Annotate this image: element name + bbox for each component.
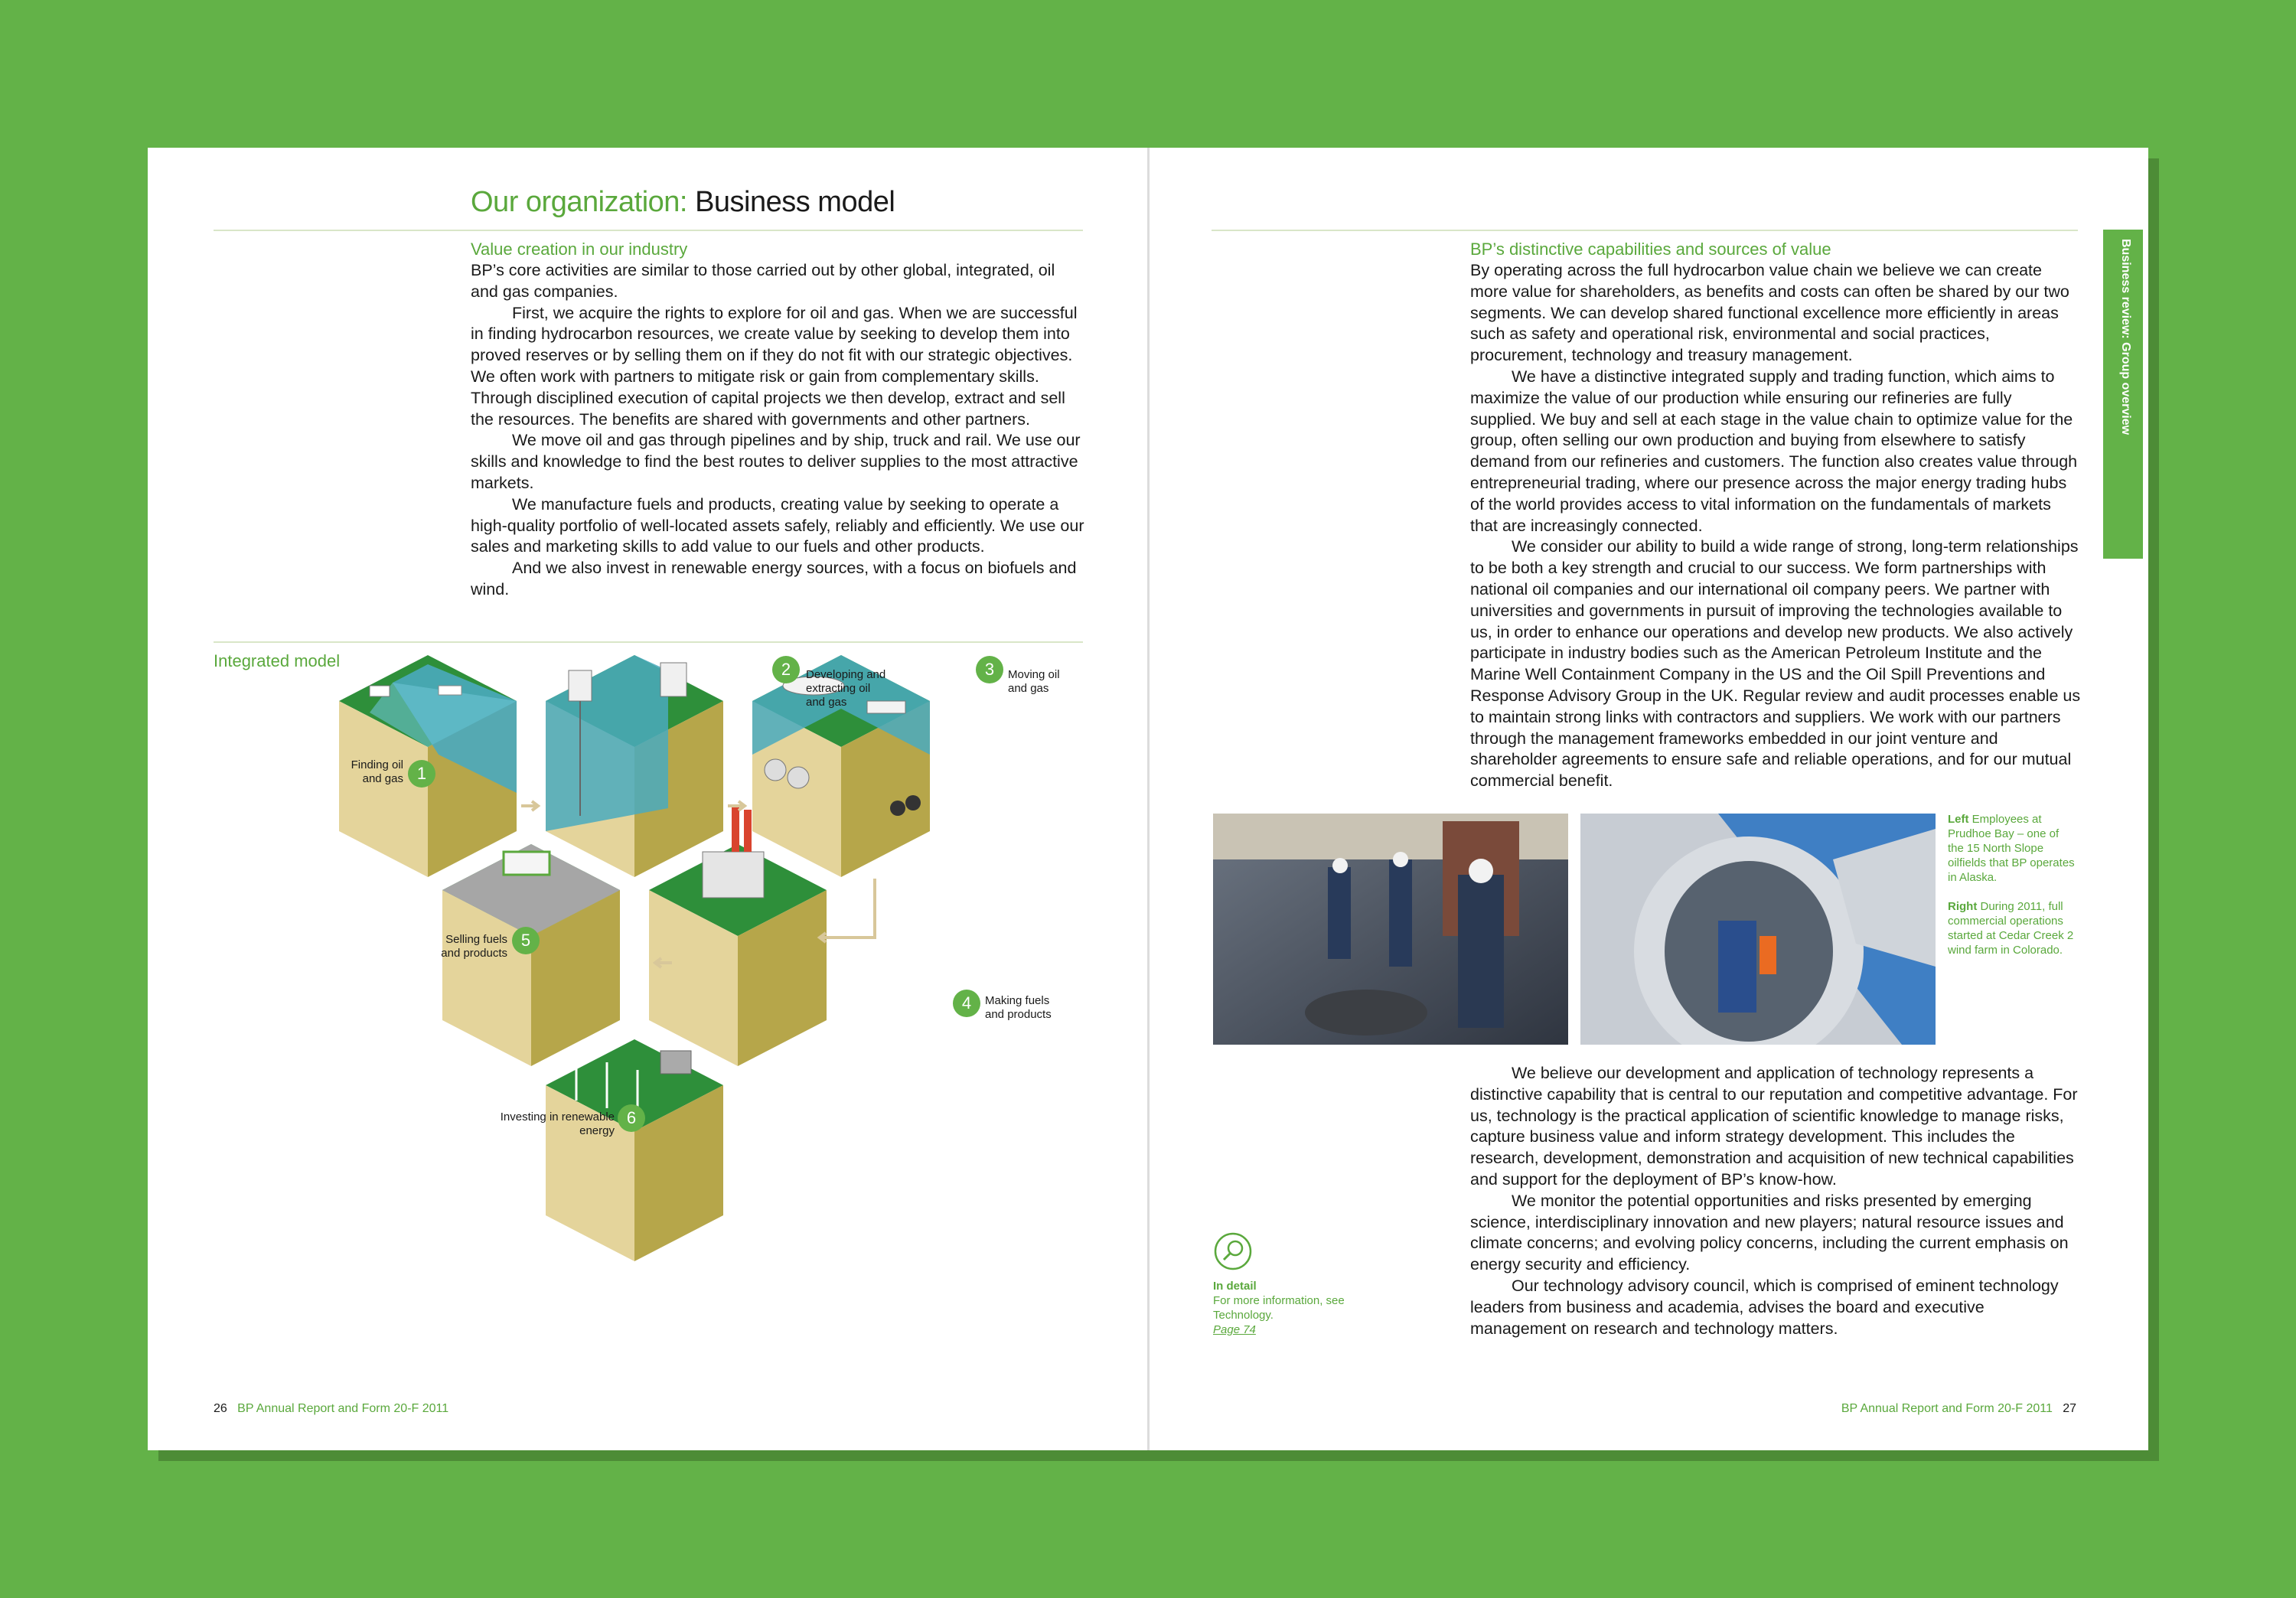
technology-text [1470, 1063, 2081, 1339]
in-detail-link[interactable]: Page 74 [1213, 1323, 1256, 1336]
caption-right-text: During 2011, full commercial operations started at Cedar Creek 2 wind farm in Colorado. [1948, 900, 2074, 957]
capabilities-heading: BP’s distinctive capabilities and sources of value [1470, 240, 1831, 259]
paragraph: Our technology advisory council, which is comprised of eminent technology leaders from business and academia, advises the board and executive management on research and technology matters. [1470, 1276, 2059, 1338]
value-creation-heading: Value creation in our industry [471, 240, 688, 259]
caption-left-text: Employees at Prudhoe Bay – one of the 15 North Slope oilfields that BP operates in Alaska. [1948, 813, 2075, 884]
left-footer [214, 1402, 448, 1416]
step-label-1: Finding oil and gas [351, 758, 403, 785]
caption-left-label: Left [1948, 813, 1969, 826]
page-number-left: 26 [214, 1402, 227, 1415]
step-badge-5: 5 [512, 927, 540, 954]
integrated-model-diagram [339, 653, 1089, 1410]
caption-right-photo [1948, 899, 2078, 957]
step-badge-6: 6 [618, 1104, 645, 1132]
magnifier-icon [1213, 1231, 1253, 1271]
capabilities-text [1470, 260, 2081, 792]
step-badge-2: 2 [772, 656, 800, 683]
footer-title-left: BP Annual Report and Form 20-F 2011 [237, 1402, 449, 1415]
page-title-main: Business model [695, 186, 895, 218]
footer-title-right: BP Annual Report and Form 20-F 2011 [1841, 1402, 2053, 1415]
step-label-4: Making fuels and products [985, 994, 1052, 1021]
photo-wind-turbine [1580, 814, 1936, 1045]
paragraph: BP’s core activities are similar to those carried out by other global, integrated, oil and gas companies. [471, 261, 1055, 301]
cube-renewables [546, 1039, 723, 1261]
paragraph: We monitor the potential opportunities and risks presented by emerging science, interdisciplinary innovation and new players; natural resource issues and climate concerns; and evolving policy concerns, including the current emphasis on energy security and efficiency. [1470, 1191, 2069, 1274]
paragraph: And we also invest in renewable energy sources, with a focus on biofuels and wind. [471, 559, 1077, 598]
paragraph: We move oil and gas through pipelines and by ship, truck and rail. We use our skills and knowledge to find the best routes to deliver supplies to the most attractive markets. [471, 431, 1081, 492]
in-detail-box [1213, 1279, 1358, 1337]
right-title-rule [1212, 230, 2078, 231]
page-title [471, 186, 895, 219]
paragraph: We have a distinctive integrated supply and trading function, which aims to maximize the value of our production while ensuring our refineries are fully supplied. We buy and sell at each stage in the value chain to optimize value for the group, often selling our own production and buying from elsewhere to satisfy demand from our refineries and customers. The function also creates value through entrepreneurial trading, where our presence across the major energy trading hubs of the world provides access to vital information on the fundamentals of markets that are increasingly connected. [1470, 367, 2078, 535]
section-rule [214, 641, 1083, 643]
paragraph: We manufacture fuels and products, creating value by seeking to operate a high-quality portfolio of well-located assets safely, reliably and efficiently. We use our sales and marketing skills to add value to our fuels and other products. [471, 494, 1084, 556]
step-label-6: Investing in renewable energy [500, 1110, 615, 1137]
page-gutter [1147, 148, 1150, 1450]
step-badge-4: 4 [953, 990, 980, 1017]
page-title-prefix: Our organization: [471, 186, 687, 218]
caption-left-photo [1948, 812, 2078, 885]
caption-right-label: Right [1948, 900, 1978, 913]
section-side-tab[interactable] [2103, 230, 2143, 559]
paragraph: We believe our development and application of technology represents a distinctive capability that is central to our reputation and competitive advantage. For us, technology is the practical application of scientific knowledge to manage risks, capture business value and inform strategy development. This includes the research, development, demonstration and acquisition of new technical capabilities and support for the deployment of BP’s know-how. [1470, 1064, 2078, 1189]
integrated-model-heading: Integrated model [214, 651, 341, 670]
step-badge-3: 3 [976, 656, 1003, 683]
step-label-3: Moving oil and gas [1008, 668, 1060, 695]
photo-prudhoe-bay [1213, 814, 1568, 1045]
title-rule [214, 230, 1083, 231]
paragraph: First, we acquire the rights to explore for oil and gas. When we are successful in finding hydrocarbon resources, we create value by seeking to develop them into proved reserves or by selling them on if they do not fit with our strategic objectives. We often work with partners to mitigate risk or gain from complementary skills. Through disciplined execution of capital projects we then develop, extract and sell the resources. The benefits are shared with governments and other partners. [471, 303, 1078, 429]
in-detail-heading: In detail [1213, 1280, 1257, 1293]
right-footer [1839, 1402, 2076, 1416]
step-label-5: Selling fuels and products [441, 933, 507, 960]
cube-developing [546, 655, 723, 877]
step-label-2: Developing and extracting oil and gas [806, 668, 886, 709]
report-spread [148, 148, 2148, 1450]
paragraph: By operating across the full hydrocarbon value chain we believe we can create more value for shareholders, as benefits and costs can often be shared by our two segments. We can develop shared functional excellence more efficiently in areas such as safety and operational risk, environmental and social practices, procurement, technology and treasury management. [1470, 261, 2069, 365]
paragraph: We consider our ability to build a wide range of strong, long-term relationships to be both a key strength and crucial to our success. We form partnerships with national oil companies and our international oil company peers. We partner with universities and governments in pursuit of improving the technologies available to us, in order to enhance our operations and develop new products. We also actively participate in industry bodies such as the American Petroleum Institute and the Marine Well Containment Company in the US and the Oil Spill Preventions and Response Advisory Group in the UK. Regular review and audit processes enable us to maintain strong links with contractors and suppliers. We work with our partners through the management frameworks embedded in our joint venture and shareholder agreements to ensure safe and reliable operations, and for our mutual commercial benefit. [1470, 537, 2081, 791]
in-detail-text: For more information, see Technology. [1213, 1294, 1345, 1322]
step-badge-1: 1 [408, 760, 435, 788]
side-tab-label: Business review: Group overview [2119, 239, 2132, 435]
page-number-right: 27 [2063, 1402, 2076, 1415]
value-creation-text [471, 260, 1084, 601]
